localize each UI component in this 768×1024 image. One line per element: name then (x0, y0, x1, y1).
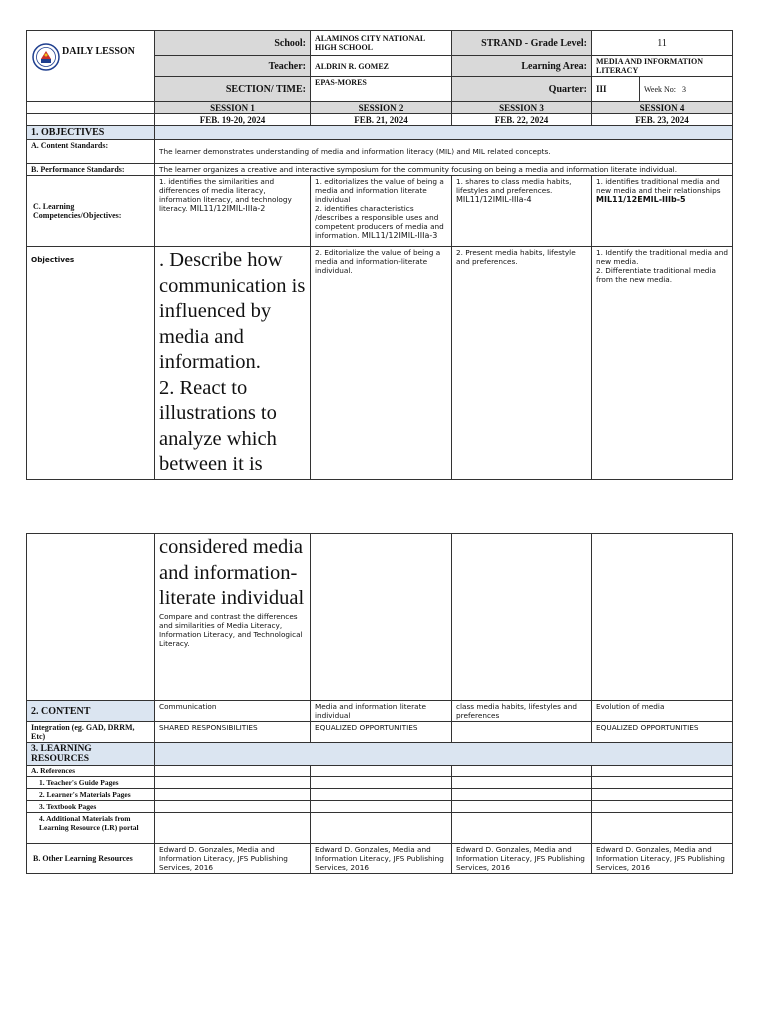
competency-text: 1. shares to class media habits, lifestyles and preferences. (456, 177, 572, 195)
objective-session-3: 2. Present media habits, lifestyle and preferences. (452, 247, 592, 480)
blank-cell (155, 777, 311, 789)
blank-cell (311, 534, 452, 701)
integration-session-1: SHARED RESPONSIBILITIES (155, 722, 311, 743)
blank-cell (155, 801, 311, 813)
performance-standards-label: B. Performance Standards: (27, 164, 155, 176)
competencies-label: C. Learning Competencies/Objectives: (27, 176, 155, 247)
objective-compare-text: Compare and contrast the differences and similarities of Media Literacy, Information Literacy, and Technological Literacy. (159, 611, 303, 648)
deped-seal-icon (32, 43, 60, 71)
objectives-section-title: 1. OBJECTIVES (27, 126, 155, 140)
content-session-3: class media habits, lifestyles and preferences (452, 701, 592, 722)
lesson-table-page-1 (26, 30, 733, 480)
other-resource-session-3: Edward D. Gonzales, Media and Information Literacy, JFS Publishing Services, 2016 (452, 844, 592, 874)
blank-cell (311, 801, 452, 813)
blank-cell (452, 534, 592, 701)
references-label: A. References (27, 766, 155, 777)
integration-session-2: EQUALIZED OPPORTUNITIES (311, 722, 452, 743)
competency-code: MIL11/12EMIL-IIIb-5 (596, 195, 686, 204)
competency-session-4 (592, 176, 733, 247)
session-1-name: SESSION 1 (155, 102, 311, 114)
objective-continued-large: considered media and information-literate individual (159, 536, 305, 609)
blank-cell (311, 813, 452, 844)
textbook-pages-label: 3. Textbook Pages (27, 801, 155, 813)
competency-code: MIL11/12IMIL-IIIa-2 (189, 204, 266, 213)
competency-text: 1. identifies the similarities and differences of media literacy, information literacy, and technology literacy. (159, 177, 292, 213)
session-3-name: SESSION 3 (452, 102, 592, 114)
page-title: DAILY LESSON (62, 46, 135, 57)
other-resource-session-4: Edward D. Gonzales, Media and Information Literacy, JFS Publishing Services, 2016 (592, 844, 733, 874)
blank-cell (592, 801, 733, 813)
competency-text: 1. identifies traditional media and new media and their relationships (596, 177, 721, 195)
blank-cell (452, 766, 592, 777)
resources-section-bar (155, 743, 733, 766)
blank-cell (155, 789, 311, 801)
blank-cell (311, 789, 452, 801)
competency-session-3 (452, 176, 592, 247)
blank-cell (311, 777, 452, 789)
session-2-name: SESSION 2 (311, 102, 452, 114)
learning-area-label: Learning Area: (452, 56, 592, 77)
lesson-table-page-2 (26, 533, 733, 874)
section-label: SECTION/ TIME: (155, 77, 311, 102)
integration-label: Integration (eg. GAD, DRRM, Etc) (27, 722, 155, 743)
learners-materials-label: 2. Learner's Materials Pages (27, 789, 155, 801)
quarter-value: III (592, 77, 640, 102)
blank-cell (27, 534, 155, 701)
competency-code: MIL11/12IMIL-IIIa-4 (456, 195, 532, 204)
teachers-guide-label: 1. Teacher's Guide Pages (27, 777, 155, 789)
blank-cell (155, 813, 311, 844)
session-4-date: FEB. 23, 2024 (592, 114, 733, 126)
content-session-4: Evolution of media (592, 701, 733, 722)
week-label: Week No: (644, 84, 677, 94)
integration-session-3 (452, 722, 592, 743)
blank-cell (592, 766, 733, 777)
content-session-1: Communication (155, 701, 311, 722)
blank-cell (592, 777, 733, 789)
blank-cell (27, 102, 155, 114)
blank-cell (452, 801, 592, 813)
section-value: EPAS-MORES (311, 77, 452, 102)
learning-area-value: MEDIA AND INFORMATION LITERACY (592, 56, 733, 77)
other-resource-session-2: Edward D. Gonzales, Media and Information Literacy, JFS Publishing Services, 2016 (311, 844, 452, 874)
objective-session-1-large: . Describe how communication is influenced by media and information. 2. React to illustrations to analyze which between it is (155, 247, 311, 480)
strand-value: 11 (592, 31, 733, 56)
session-3-date: FEB. 22, 2024 (452, 114, 592, 126)
quarter-label: Quarter: (452, 77, 592, 102)
resources-section-title: 3. LEARNING RESOURCES (27, 743, 155, 766)
other-resources-label: B. Other Learning Resources (27, 844, 155, 874)
content-section-title: 2. CONTENT (27, 701, 155, 722)
blank-cell (592, 813, 733, 844)
blank-cell (452, 777, 592, 789)
blank-cell (592, 789, 733, 801)
objectives-label: Objectives (27, 247, 155, 480)
blank-cell (452, 813, 592, 844)
competency-code: MIL11/12IMIL-IIIa-3 (361, 231, 438, 240)
blank-cell (27, 114, 155, 126)
objective-session-1-continued (155, 534, 311, 701)
header-logo-cell (27, 31, 155, 102)
additional-materials-label: 4. Additional Materials from Learning Resource (LR) portal (27, 813, 155, 844)
session-4-name: SESSION 4 (592, 102, 733, 114)
competency-text: 1. editorializes the value of being a media and information literate individual 2. identifies characteristics /describes a responsible uses and competent producers of media and information. (315, 177, 444, 240)
content-standards-text: The learner demonstrates understanding of media and information literacy (MIL) and MIL related concepts. (155, 140, 733, 164)
school-label: School: (155, 31, 311, 56)
week-cell (640, 77, 733, 102)
competency-session-1 (155, 176, 311, 247)
session-1-date: FEB. 19-20, 2024 (155, 114, 311, 126)
performance-standards-text: The learner organizes a creative and interactive symposium for the community focusing on being a media and information literate individual. (155, 164, 733, 176)
objective-session-4: 1. Identify the traditional media and new media. 2. Differentiate traditional media from the new media. (592, 247, 733, 480)
session-2-date: FEB. 21, 2024 (311, 114, 452, 126)
teacher-label: Teacher: (155, 56, 311, 77)
blank-cell (592, 534, 733, 701)
content-session-2: Media and information literate individual (311, 701, 452, 722)
school-value: ALAMINOS CITY NATIONAL HIGH SCHOOL (311, 31, 452, 56)
other-resource-session-1: Edward D. Gonzales, Media and Information Literacy, JFS Publishing Services, 2016 (155, 844, 311, 874)
blank-cell (452, 789, 592, 801)
integration-session-4: EQUALIZED OPPORTUNITIES (592, 722, 733, 743)
objective-session-2: 2. Editorialize the value of being a media and information-literate individual. (311, 247, 452, 480)
teacher-value: ALDRIN R. GOMEZ (311, 56, 452, 77)
blank-cell (311, 766, 452, 777)
blank-cell (155, 766, 311, 777)
competency-session-2 (311, 176, 452, 247)
objectives-section-bar (155, 126, 733, 140)
strand-label: STRAND - Grade Level: (452, 31, 592, 56)
content-standards-label: A. Content Standards: (27, 140, 155, 164)
week-value: 3 (682, 84, 687, 94)
